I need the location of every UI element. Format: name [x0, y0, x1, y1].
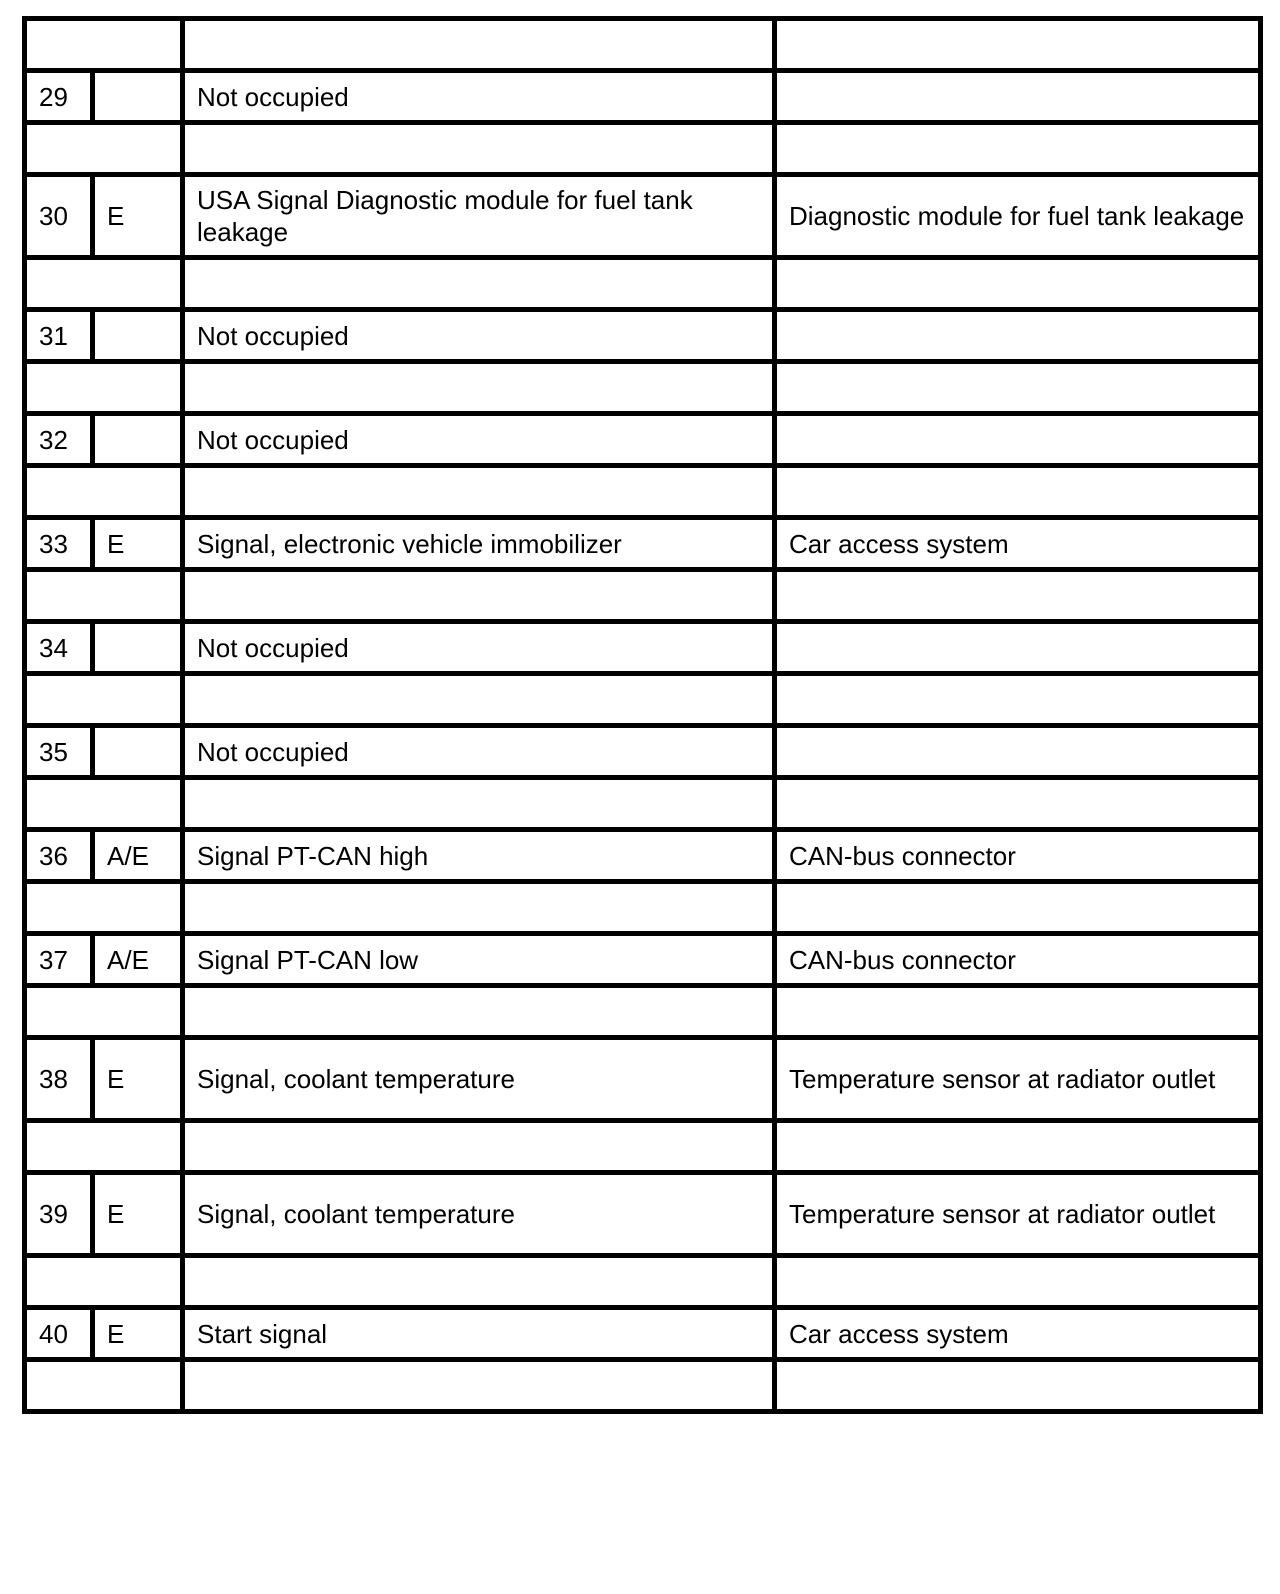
pin-number-cell: 33 [25, 518, 93, 570]
signal-type-cell: E [93, 518, 183, 570]
spacer-cell [775, 778, 1261, 830]
description-cell: Start signal [183, 1308, 775, 1360]
description-cell: Not occupied [183, 622, 775, 674]
spacer-cell [775, 1360, 1261, 1412]
spacer-cell [183, 362, 775, 414]
spacer-cell [183, 674, 775, 726]
description-cell: Signal PT-CAN high [183, 830, 775, 882]
signal-type-cell: A/E [93, 830, 183, 882]
signal-type-cell [93, 414, 183, 466]
table-row [25, 518, 1261, 570]
signal-type-cell [93, 310, 183, 362]
spacer-row [25, 778, 1261, 830]
pin-number-cell: 37 [25, 934, 93, 986]
component-cell [775, 726, 1261, 778]
description-cell: Signal, coolant temperature [183, 1173, 775, 1256]
pin-number-cell: 40 [25, 1308, 93, 1360]
table-row [25, 726, 1261, 778]
spacer-cell [775, 258, 1261, 310]
component-cell [775, 414, 1261, 466]
signal-type-cell [93, 71, 183, 123]
spacer-cell [775, 1121, 1261, 1173]
spacer-cell [775, 362, 1261, 414]
description-cell: Signal, coolant temperature [183, 1038, 775, 1121]
spacer-row [25, 123, 1261, 175]
pin-number-cell: 29 [25, 71, 93, 123]
spacer-row [25, 674, 1261, 726]
pin-number-cell: 36 [25, 830, 93, 882]
spacer-row [25, 1256, 1261, 1308]
spacer-cell [183, 778, 775, 830]
spacer-row [25, 258, 1261, 310]
table-row [25, 622, 1261, 674]
signal-type-cell: A/E [93, 934, 183, 986]
spacer-cell [25, 778, 183, 830]
signal-type-cell: E [93, 1308, 183, 1360]
spacer-row [25, 986, 1261, 1038]
spacer-row [25, 19, 1261, 71]
table-row [25, 310, 1261, 362]
spacer-cell [775, 882, 1261, 934]
table-row [25, 1173, 1261, 1256]
component-cell: Car access system [775, 1308, 1261, 1360]
spacer-cell [183, 986, 775, 1038]
spacer-cell [25, 19, 183, 71]
spacer-cell [25, 986, 183, 1038]
spacer-cell [775, 674, 1261, 726]
pin-number-cell: 39 [25, 1173, 93, 1256]
spacer-cell [25, 362, 183, 414]
pin-number-cell: 32 [25, 414, 93, 466]
component-cell [775, 71, 1261, 123]
spacer-row [25, 1360, 1261, 1412]
component-cell: CAN-bus connector [775, 830, 1261, 882]
signal-type-cell: E [93, 175, 183, 258]
component-cell [775, 622, 1261, 674]
spacer-cell [25, 1360, 183, 1412]
description-cell: Not occupied [183, 310, 775, 362]
spacer-cell [183, 466, 775, 518]
description-cell: Signal PT-CAN low [183, 934, 775, 986]
pin-number-cell: 34 [25, 622, 93, 674]
spacer-cell [25, 123, 183, 175]
spacer-cell [25, 674, 183, 726]
signal-type-cell: E [93, 1173, 183, 1256]
description-cell: USA Signal Diagnostic module for fuel tank leakage [183, 175, 775, 258]
component-cell: CAN-bus connector [775, 934, 1261, 986]
spacer-cell [775, 19, 1261, 71]
pin-number-cell: 35 [25, 726, 93, 778]
component-cell: Temperature sensor at radiator outlet [775, 1173, 1261, 1256]
spacer-row [25, 362, 1261, 414]
table-row [25, 1038, 1261, 1121]
spacer-cell [25, 1256, 183, 1308]
signal-type-cell [93, 726, 183, 778]
description-cell: Not occupied [183, 71, 775, 123]
spacer-cell [183, 882, 775, 934]
spacer-cell [775, 466, 1261, 518]
spacer-cell [775, 570, 1261, 622]
table-row [25, 934, 1261, 986]
table-row [25, 830, 1261, 882]
spacer-cell [25, 466, 183, 518]
description-cell: Not occupied [183, 414, 775, 466]
table-row [25, 71, 1261, 123]
component-cell [775, 310, 1261, 362]
pin-assignment-table [22, 16, 1263, 1414]
pin-number-cell: 30 [25, 175, 93, 258]
spacer-row [25, 1121, 1261, 1173]
spacer-cell [775, 986, 1261, 1038]
spacer-cell [25, 1121, 183, 1173]
spacer-cell [25, 570, 183, 622]
spacer-row [25, 466, 1261, 518]
spacer-cell [183, 123, 775, 175]
spacer-cell [25, 258, 183, 310]
signal-type-cell: E [93, 1038, 183, 1121]
description-cell: Signal, electronic vehicle immobilizer [183, 518, 775, 570]
table-row [25, 1308, 1261, 1360]
component-cell: Temperature sensor at radiator outlet [775, 1038, 1261, 1121]
description-cell: Not occupied [183, 726, 775, 778]
spacer-cell [183, 1256, 775, 1308]
spacer-cell [183, 570, 775, 622]
spacer-cell [775, 1256, 1261, 1308]
component-cell: Car access system [775, 518, 1261, 570]
spacer-cell [775, 123, 1261, 175]
pin-number-cell: 38 [25, 1038, 93, 1121]
spacer-cell [183, 258, 775, 310]
spacer-cell [183, 19, 775, 71]
spacer-row [25, 570, 1261, 622]
table-row [25, 175, 1261, 258]
spacer-row [25, 882, 1261, 934]
spacer-cell [183, 1121, 775, 1173]
pin-number-cell: 31 [25, 310, 93, 362]
spacer-cell [25, 882, 183, 934]
component-cell: Diagnostic module for fuel tank leakage [775, 175, 1261, 258]
table-row [25, 414, 1261, 466]
spacer-cell [183, 1360, 775, 1412]
signal-type-cell [93, 622, 183, 674]
